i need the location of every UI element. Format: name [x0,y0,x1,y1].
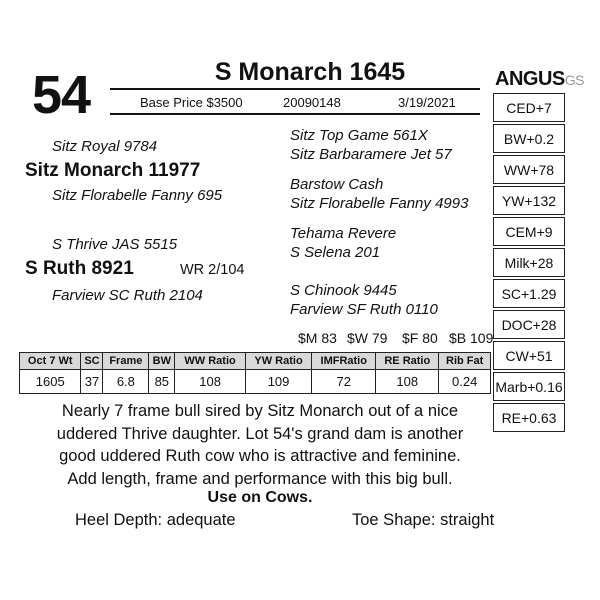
header-ww-ratio: WW Ratio [175,353,246,370]
sire-dam: Sitz Florabelle Fanny 695 [52,187,223,204]
value-oct-wt: 1605 [20,370,81,394]
epd-ced: CED+7 [493,93,565,122]
header-re-ratio: RE Ratio [376,353,439,370]
sire-sire: Sitz Royal 9784 [52,138,158,155]
dam-sire-sire: Tehama Revere [290,225,397,242]
dam-wr: WR 2/104 [180,262,245,278]
value-frame: 6.8 [103,370,149,394]
value-ww-ratio: 108 [175,370,246,394]
lot-number: 54 [32,65,91,125]
title-rule [110,88,480,90]
header-bw: BW [149,353,175,370]
index-b: $B 109 [449,330,494,346]
dam-sire: S Thrive JAS 5515 [52,236,178,253]
description-line: Add length, frame and performance with this big bull. [67,469,453,488]
use-note: Use on Cows. [207,489,313,506]
epd-yw: YW+132 [493,186,565,215]
breed-logo [495,68,584,91]
sire-dam-dam: Sitz Florabelle Fanny 4993 [290,195,469,212]
epd-bw: BW+0.2 [493,124,565,153]
heel-depth: Heel Depth: adequate [75,511,236,529]
epd-cem: CEM+9 [493,217,565,246]
sire-sire-dam: Sitz Barbaramere Jet 57 [290,146,452,163]
description [20,400,500,490]
breed-logo-suffix: GS [564,72,584,88]
index-f: $F 80 [402,330,438,346]
table-header-row [20,353,491,370]
description-line: uddered Thrive daughter. Lot 54's grand dam is another [56,424,464,443]
header-sc: SC [81,353,103,370]
value-rib-fat: 0.24 [439,370,491,394]
index-m: $M 83 [298,330,337,346]
epd-milk: Milk+28 [493,248,565,277]
dam-sire-dam: S Selena 201 [290,244,381,261]
dam: S Ruth 8921 [25,258,134,279]
value-bw: 85 [149,370,175,394]
epd-marb: Marb+0.16 [493,372,565,401]
dam-dam-dam: Farview SF Ruth 0110 [290,301,438,318]
birth-date: 3/19/2021 [398,95,456,110]
header-frame: Frame [103,353,149,370]
table-row [20,370,491,394]
value-yw-ratio: 109 [245,370,311,394]
index-w: $W 79 [347,330,388,346]
description-line: Nearly 7 frame bull sired by Sitz Monarch out of a nice [61,402,459,420]
toe-shape: Toe Shape: straight [352,511,495,529]
header-imf-ratio: IMFRatio [312,353,376,370]
sire-sire-sire: Sitz Top Game 561X [290,127,428,144]
value-sc: 37 [81,370,103,394]
epd-ww: WW+78 [493,155,565,184]
epd-sc: SC+1.29 [493,279,565,308]
epd-re: RE+0.63 [493,403,565,432]
epd-doc: DOC+28 [493,310,565,339]
base-price: Base Price $3500 [140,95,243,110]
sire-dam-sire: Barstow Cash [290,176,384,193]
meta-rule [110,113,480,115]
value-re-ratio: 108 [376,370,439,394]
epd-cw: CW+51 [493,341,565,370]
header-yw-ratio: YW Ratio [245,353,311,370]
description-line: good uddered Ruth cow who is attractive and feminine. [59,447,461,465]
epd-column [493,93,567,434]
performance-table [19,352,491,394]
header-oct-wt: Oct 7 Wt [20,353,81,370]
dam-dam-sire: S Chinook 9445 [290,282,397,299]
sire: Sitz Monarch 11977 [25,160,201,181]
header-rib-fat: Rib Fat [439,353,491,370]
breed-logo-main: ANGUS [495,68,565,90]
value-imf-ratio: 72 [312,370,376,394]
dam-dam: Farview SC Ruth 2104 [52,287,203,304]
animal-name: S Monarch 1645 [214,58,406,86]
registration-number: 20090148 [283,95,341,110]
